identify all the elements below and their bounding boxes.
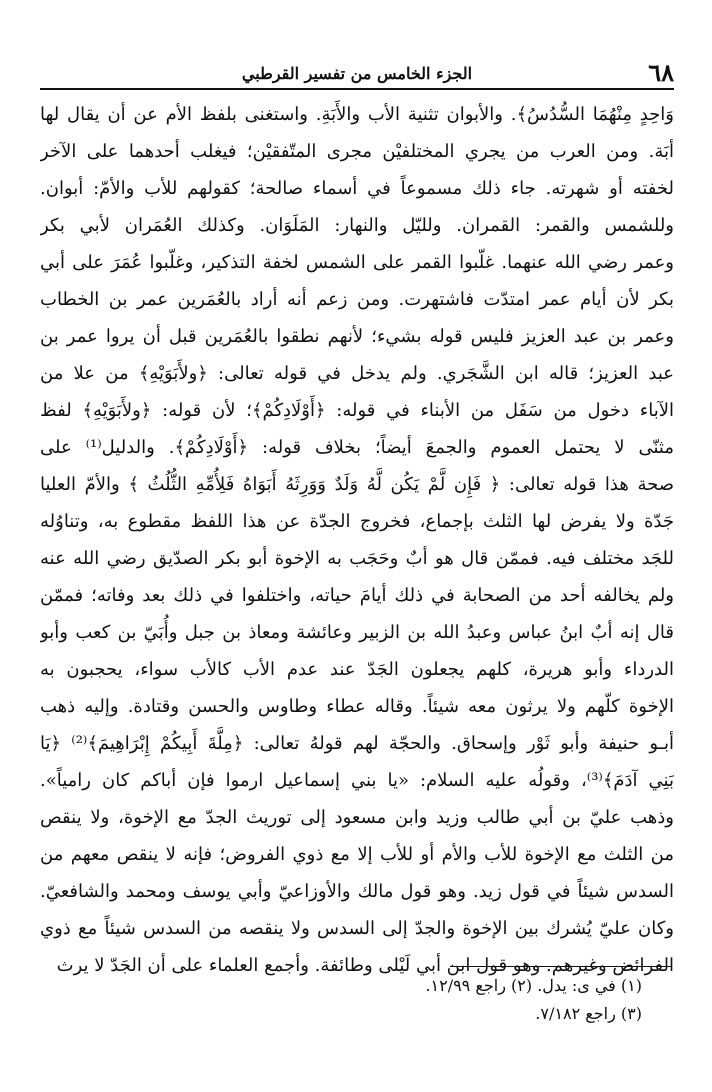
text-line: عبد العزيز؛ قاله ابن الشَّجَري. ولم يدخل في قوله تعالى: ﴿ولأَبَوَيْهِ﴾ من علا من — [40, 363, 674, 384]
text-line: الآباء دخول من سَفَل من الأبناء في قوله: ﴿أَوْلَادِكُمْ﴾؛ لأن قوله: ﴿ولأَبَوَيْهِ﴾ لفظ — [40, 400, 674, 421]
text-line: وللشمس والقمر: القمران. ولليّل والنهار: المَلَوَان. وكذلك العُمَران لأبي بكر — [40, 215, 674, 236]
text-line: جَدّة ولا يفرض لها الثلث بإجماع، فخروج الجدّة عن هذا اللفظ مقطوع به، وتناوُله — [40, 511, 674, 532]
page-number: ٦٨ — [648, 58, 674, 87]
running-title: الجزء الخامس من تفسير القرطبي — [241, 64, 473, 83]
text-line: من الثلث مع الإخوة للأب والأم أو للأب إلا مع ذوي الفروض؛ فإنه لا ينقص معهم من — [40, 844, 674, 865]
text-line: أبَة. ومن العرب من يجري المختلفيْن مجرى المتّفقيْن؛ فيغلب أحدهما على الآخر — [40, 141, 674, 162]
header-rule — [40, 88, 674, 90]
text-line: صحة هذا قوله تعالى: ﴿ فَإِن لَّمْ يَكُن لَّهُ وَلَدٌ وَوَرِثَهُ أَبَوَاهُ فَلِأُمِّهِ الثُّلُثُ ﴾ والأمّ العليا — [40, 474, 674, 495]
text-line: الفرائض وغيرهم. وهو قول ابن أبي لَيْلى وطائفة. وأجمع العلماء على أن الجَدّ لا يرث — [56, 955, 674, 976]
text-line: ولم يخالفه أحد من الصحابة في ذلك أيامَ حياته، واختلفوا في ذلك بعد وفاته؛ فممّن — [40, 585, 674, 606]
text-line: وعمر رضي الله عنهما. غلّبوا القمر على الشمس لخفة التذكير، وغلّبوا عُمَرَ على أبي — [40, 252, 674, 273]
footnotes — [262, 972, 642, 1028]
body-text — [40, 96, 674, 984]
text-line: السدس شيئاً في قول زيد. وهو قول مالك والأوزاعيّ وأبي يوسف ومحمد والشافعيّ. — [40, 881, 674, 902]
text-line: مثنّى لا يحتمل العموم والجمعَ أيضاً؛ بخلاف قوله: ﴿أَوْلَادِكُمْ﴾. والدليل⁽¹⁾ على — [40, 437, 674, 458]
page-header — [40, 58, 674, 88]
text-line: الدرداء وأبو هريرة، كلهم يجعلون الجَدّ عند عدم الأب كالأب سواء، يحجبون به — [40, 659, 674, 680]
text-line: قال إنه أبٌ ابنُ عباس وعبدُ الله بن الزبير وعائشة ومعاذ بن جبل وأُبَيّ بن كعب وأبو — [40, 622, 674, 643]
text-line: أبـو حنيفة وأبو ثَوْر وإسحاق. والحجّة لهم قولهُ تعالى: ﴿مِلَّةَ أَبِيكُمْ إِبْرَاهِيمَ﴾⁽²⁾ ﴿يَا — [40, 733, 674, 754]
footnote-rule — [450, 966, 672, 967]
footnote-line: (٣) راجع ٧/١٨٢. — [535, 1004, 642, 1023]
text-line: للجَد مختلف فيه. فممّن قال هو أبٌ وحَجَب به الإخوة أبو بكر الصدّيق رضي الله عنه — [40, 548, 674, 569]
text-line: بَنِي آدَمَ﴾⁽³⁾، وقولُه عليه السلام: «يا بني إسماعيل ارموا فإن أباكم كان رامياً». — [40, 770, 674, 791]
footnote-line: (١) في ى: يدل. (٢) راجع ١٢/٩٩. — [425, 976, 642, 995]
text-line: وَاحِدٍ مِنْهُمَا السُّدُسُ﴾. والأبوان تثنية الأب والأَبَةِ. واستغنى بلفظ الأم عن أن يقال لها — [40, 104, 674, 125]
text-line: وعمر بن عبد العزيز فليس قوله بشيء؛ لأنهم نطقوا بالعُمَرين قبل أن يروا عمر بن — [40, 326, 674, 347]
text-line: بكر لأن أيام عمر امتدّت فاشتهرت. ومن زعم أنه أراد بالعُمَرين عمر بن الخطاب — [40, 289, 674, 310]
text-line: وكان عليّ يُشرك بين الإخوة والجدّ إلى السدس ولا ينقصه من السدس شيئاً مع ذوي — [40, 918, 674, 939]
text-line: وذهب عليّ بن أبي طالب وزيد وابن مسعود إلى توريث الجدّ مع الإخوة، ولا ينقص — [40, 807, 674, 828]
text-line: الإخوة كلّهم ولا يرثون معه شيئاً. وقاله عطاء وطاوس والحسن وقتادة. وإليه ذهب — [40, 696, 674, 717]
text-line: لخفته أو شهرته. جاء ذلك مسموعاً في أسماء صالحة؛ كقولهم للأب والأمّ: أبوان. — [40, 178, 674, 199]
